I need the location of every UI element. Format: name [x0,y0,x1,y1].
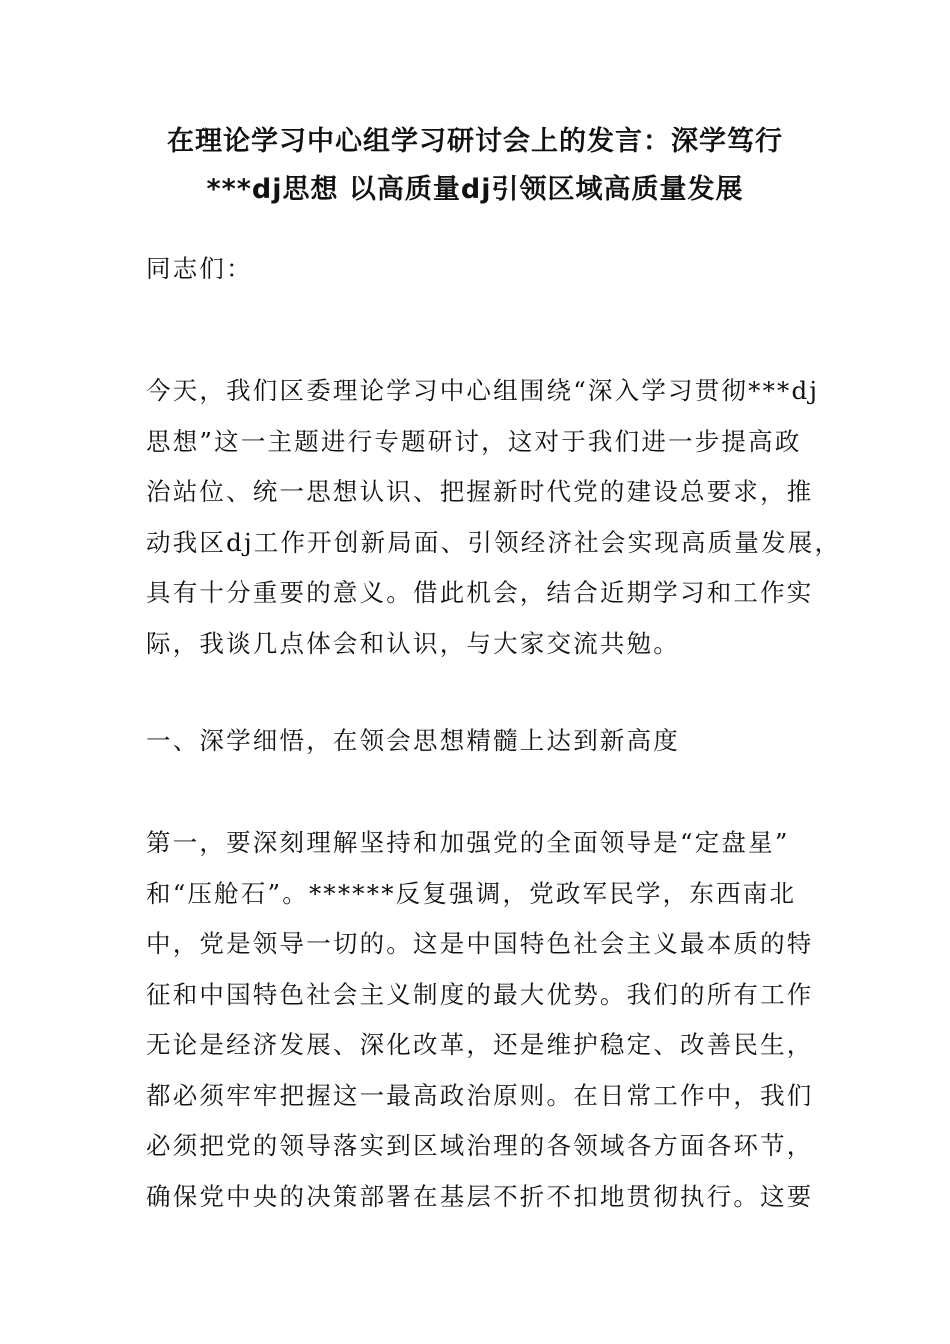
intro-line: 动我区dj工作开创新局面、引领经济社会实现高质量发展， [146,527,842,557]
document-title-line-2: ***dj思想 以高质量dj引领区域高质量发展 [206,174,744,205]
intro-line: 思想”这一主题进行专题研讨，这对于我们进一步提高政 [146,426,802,456]
point-one-line: 第一，要深刻理解坚持和加强党的全面领导是“定盘星” [146,828,790,857]
point-one-line: 必须把党的领导落实到区域治理的各领域各方面各环节， [146,1131,814,1160]
salutation: 同志们： [146,254,253,283]
point-one-line: 无论是经济发展、深化改革，还是维护稳定、改善民生， [146,1030,814,1059]
intro-line: 际，我谈几点体会和认识，与大家交流共勉。 [146,628,680,658]
point-one-line: 都必须牢牢把握这一最高政治原则。在日常工作中，我们 [146,1080,814,1110]
document-title-line-1: 在理论学习中心组学习研讨会上的发言：深学笃行 [167,126,783,157]
point-one-line: 确保党中央的决策部署在基层不折不扣地贯彻执行。这要 [146,1181,814,1211]
intro-line: 具有十分重要的意义。借此机会，结合近期学习和工作实 [146,578,814,607]
point-one-line: 征和中国特色社会主义制度的最大优势。我们的所有工作 [146,979,814,1009]
intro-paragraph [146,366,842,669]
point-one-line: 中，党是领导一切的。这是中国特色社会主义最本质的特 [146,929,814,958]
point-one-line: 和“压舱石”。******反复强调，党政军民学，东西南北 [146,878,797,908]
intro-line: 今天，我们区委理论学习中心组围绕“深入学习贯彻***dj [146,376,820,405]
section-heading: 一、深学细悟，在领会思想精髓上达到新高度 [146,726,680,755]
point-one-paragraph [146,818,826,1222]
intro-line: 治站位、统一思想认识、把握新时代党的建设总要求，推 [146,477,814,506]
